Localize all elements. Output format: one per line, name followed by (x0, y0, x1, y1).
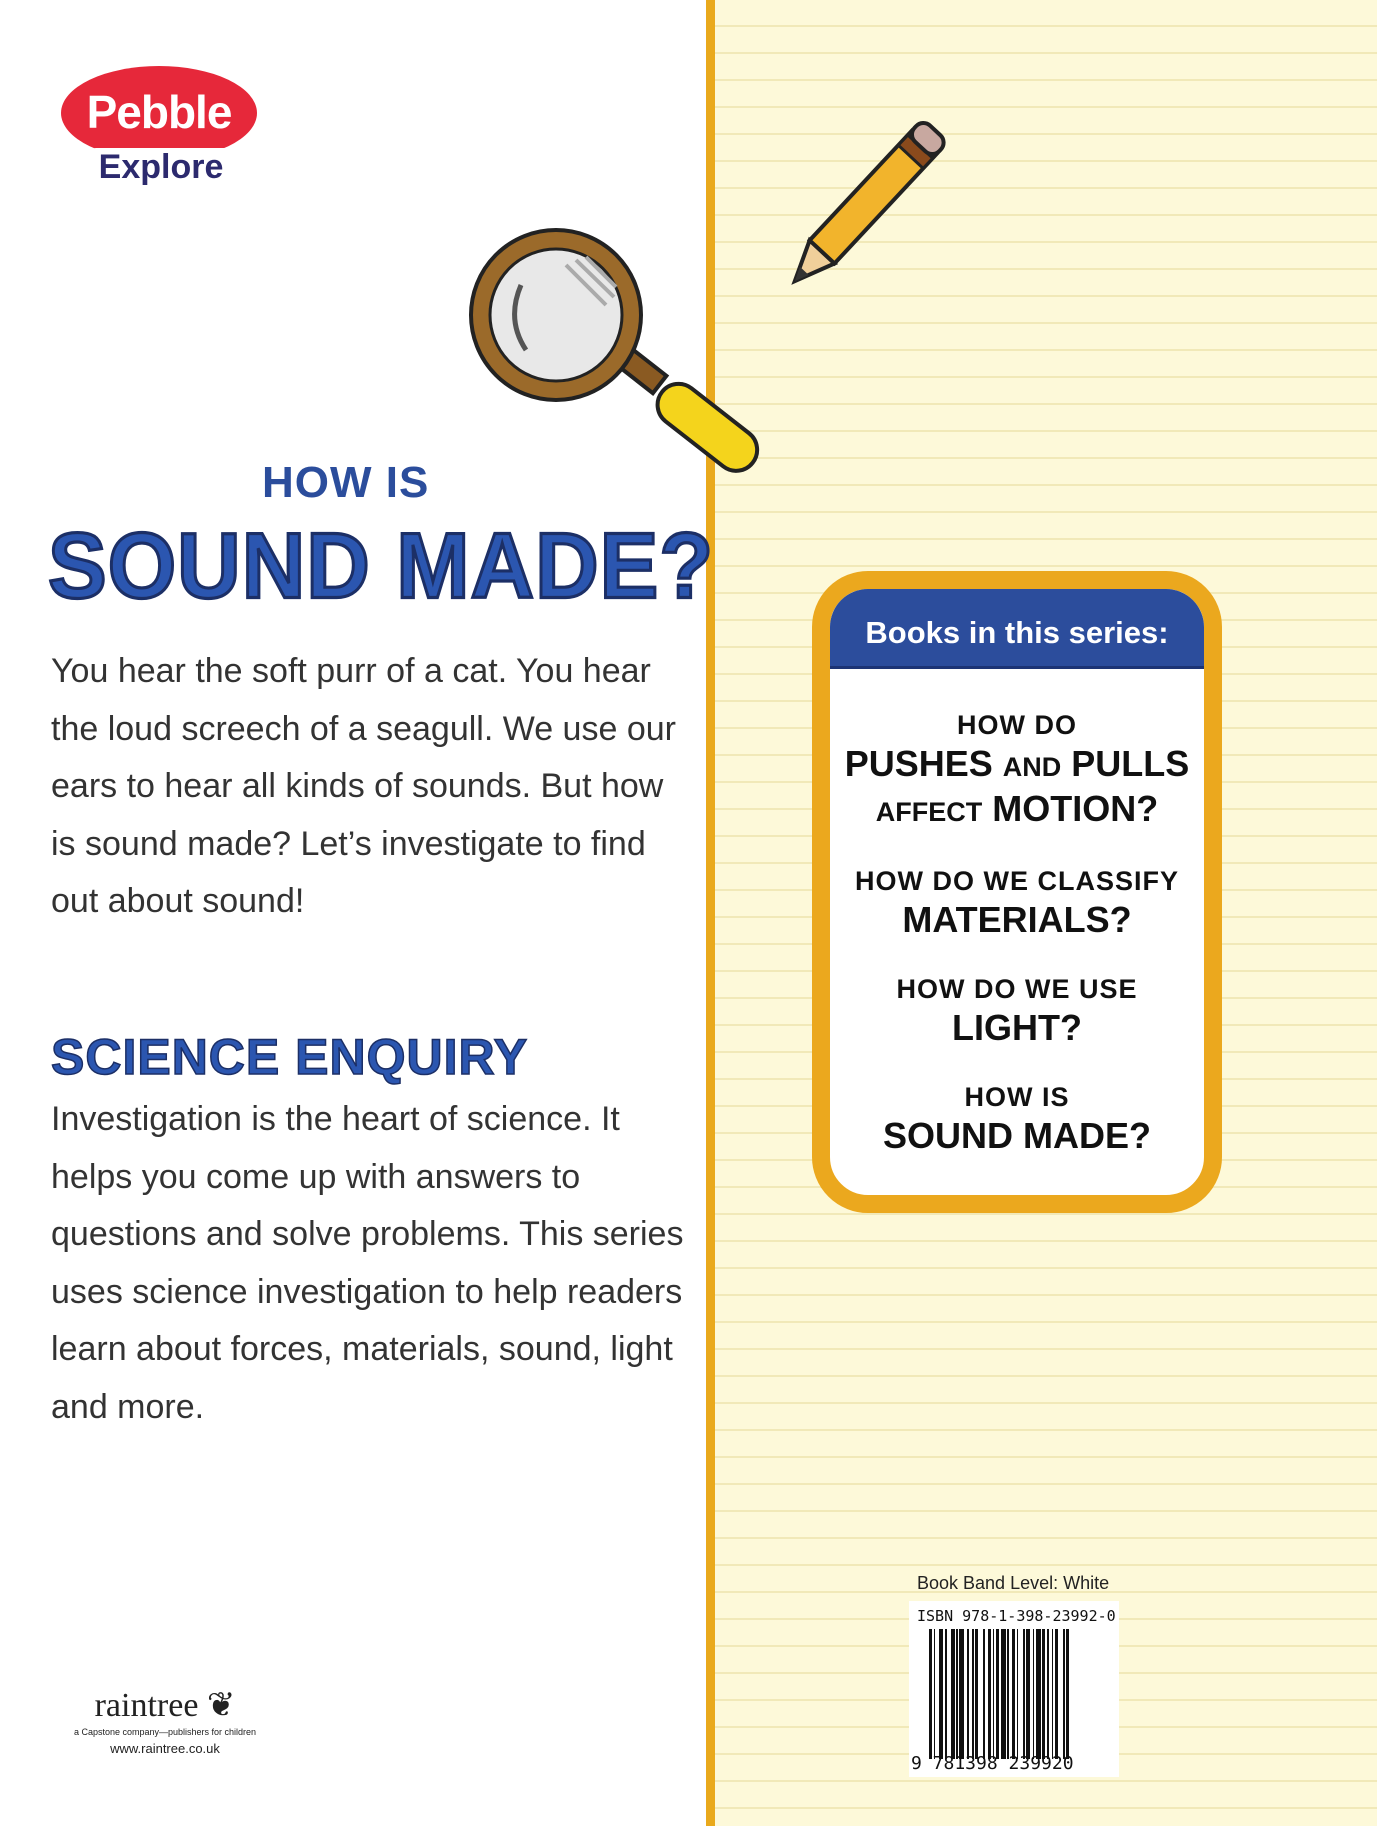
leaf-icon: ❦ (206, 1687, 236, 1724)
page-title: SOUND MADE? (48, 513, 715, 618)
book-title-bold: LIGHT? (952, 1007, 1082, 1048)
book-item (830, 971, 1204, 1049)
book-item (830, 1079, 1204, 1157)
title-small: HOW IS (262, 458, 430, 507)
book-item (830, 707, 1204, 833)
book-title-bold: MOTION? (992, 788, 1159, 829)
barcode-number: 9 781398 239920 (911, 1753, 1074, 1774)
book-title-small: HOW IS (964, 1082, 1070, 1112)
book-title-small: AND (1002, 752, 1062, 782)
book-band-level: Book Band Level: White (917, 1573, 1110, 1593)
intro-paragraph: You hear the soft purr of a cat. You hear the loud screech of a seagull. We use our ears to hear all kinds of sounds. But how is sound made? Let’s investigate to find out about sound! (51, 652, 676, 920)
book-title-bold: PULLS (1071, 743, 1190, 784)
barcode-bar (1069, 1629, 1071, 1759)
science-enquiry-heading: SCIENCE ENQUIRY (51, 1029, 529, 1085)
pebble-explore-logo (61, 66, 257, 186)
enquiry-paragraph: Investigation is the heart of science. It helps you come up with answers to questions and solve problems. This series uses science investigation to help readers learn about forces, materials, sound, light and more. (51, 1100, 684, 1426)
series-header: Books in this series: (830, 589, 1204, 669)
book-title-small: HOW DO (957, 710, 1077, 740)
book-title-bold: PUSHES (844, 743, 993, 784)
book-title-bold: MATERIALS? (902, 899, 1132, 940)
publisher-name: raintree ❦ (94, 1687, 236, 1724)
barcode-bars (929, 1629, 1114, 1759)
publisher-logo (60, 1685, 270, 1756)
logo-pebble: Pebble (61, 66, 257, 160)
publisher-tagline: a Capstone company—publishers for children (73, 1727, 257, 1737)
series-box (812, 571, 1222, 1213)
book-title-small: HOW DO WE USE (896, 974, 1138, 1004)
book-title-bold: SOUND MADE? (883, 1115, 1151, 1156)
barcode (909, 1601, 1119, 1777)
book-title-small: HOW DO WE CLASSIFY (855, 866, 1179, 896)
pencil-icon (763, 103, 963, 313)
book-title-small: AFFECT (875, 797, 983, 827)
publisher-url: www.raintree.co.uk (110, 1741, 220, 1756)
isbn-text: ISBN 978-1-398-23992-0 (917, 1607, 1116, 1625)
logo-explore: Explore (86, 148, 236, 187)
magnifying-glass-icon (466, 225, 781, 490)
book-item (830, 863, 1204, 941)
